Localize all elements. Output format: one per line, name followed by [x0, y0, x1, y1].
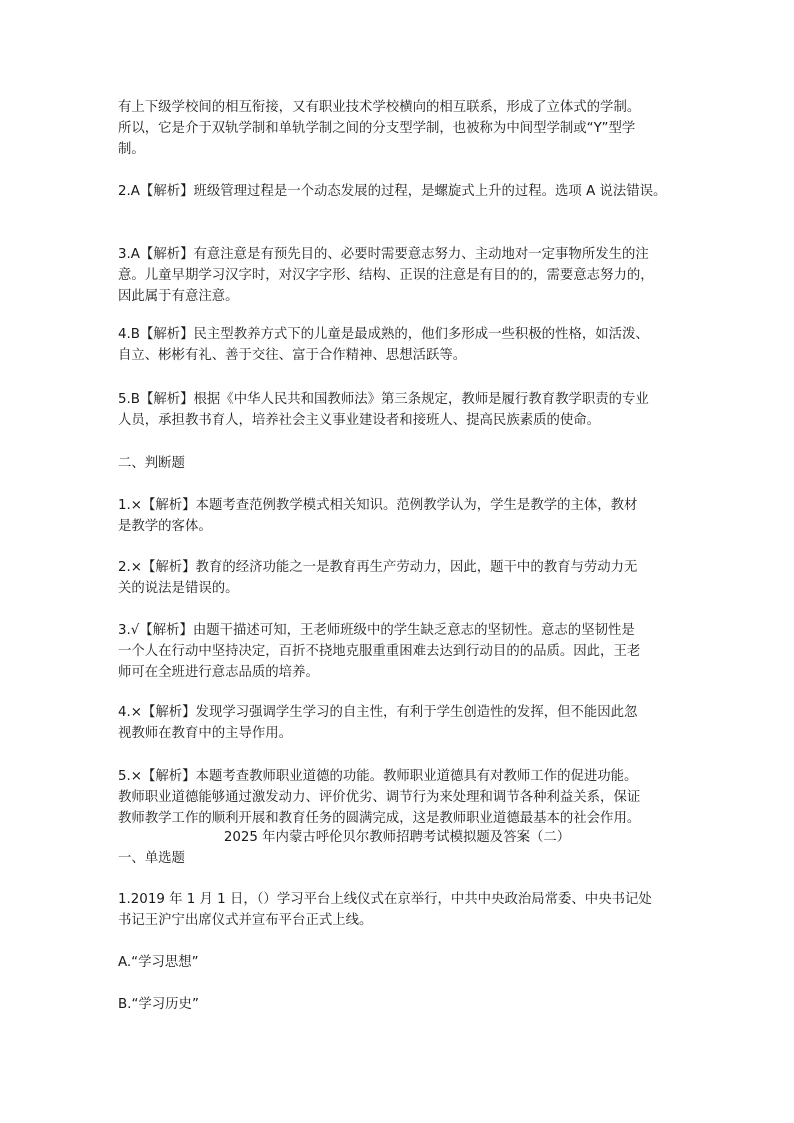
judge-answer-4-paragraph [118, 702, 688, 744]
text-line: 4.B【解析】民主型教养方式下的儿童是最成熟的，他们多形成一些积极的性格，如活泼、 [118, 327, 649, 342]
text-line: 5.×【解析】本题考查教师职业道德的功能。教师职业道德具有对教师工作的促进功能。 [118, 769, 638, 784]
text-line: 一个人在行动中坚持决定，百折不挠地克服重重困难去达到行动目的的品质。因此，王老 [118, 644, 641, 659]
text-line: 因此属于有意注意。 [118, 289, 239, 304]
text-line: 意。儿童早期学习汉字时，对汉字字形、结构、正误的注意是有目的的，需要意志努力的， [118, 268, 654, 283]
text-line: 2.A【解析】班级管理过程是一个动态发展的过程，是螺旋式上升的过程。选项 A 说法错误。 [118, 184, 667, 199]
judge-answer-1-paragraph [118, 495, 688, 537]
exam-title: 2025 年内蒙古呼伦贝尔教师招聘考试模拟题及答案（二） [223, 830, 571, 845]
text-line: 教师教学工作的顺利开展和教育任务的圆满完成，这是教师职业道德最基本的社会作用。 [118, 811, 641, 826]
text-line: 1.2019 年 1 月 1 日，（）学习平台上线仪式在京举行，中共中央政治局常委、中央书记处 [118, 892, 652, 907]
option-text: B.“学习历史” [118, 997, 199, 1012]
text-line: 教师职业道德能够通过激发动力、评价优劣、调节行为来处理和调节各种利益关系，保证 [118, 790, 641, 805]
text-line: 书记王沪宁出席仪式并宣布平台正式上线。 [118, 913, 373, 928]
answer-2-paragraph [118, 181, 688, 202]
section-heading: 二、判断题 [118, 456, 185, 471]
section-heading: 一、单选题 [118, 851, 185, 866]
question-1-paragraph [118, 889, 688, 931]
text-line: 是教学的客体。 [118, 519, 212, 534]
text-line: 自立、彬彬有礼、善于交往、富于合作精神、思想活跃等。 [118, 348, 467, 363]
text-line: 人员，承担教书育人，培养社会主义事业建设者和接班人、提高民族素质的使命。 [118, 413, 601, 428]
section-heading-single [118, 848, 688, 869]
section-heading-judge [118, 453, 688, 474]
text-line: 师可在全班进行意志品质的培养。 [118, 665, 319, 680]
text-line: 制。 [118, 142, 145, 157]
option-b [118, 994, 688, 1015]
text-line: 1.×【解析】本题考查范例教学模式相关知识。范例教学认为，学生是教学的主体，教材 [118, 498, 638, 513]
text-line: 4.×【解析】发现学习强调学生学习的自主性，有利于学生创造性的发挥，但不能因此忽 [118, 705, 638, 720]
judge-answer-5-paragraph [118, 766, 688, 829]
text-line: 2.×【解析】教育的经济功能之一是教育再生产劳动力，因此，题干中的教育与劳动力无 [118, 560, 638, 575]
option-a [118, 952, 688, 973]
judge-answer-3-paragraph [118, 620, 688, 683]
text-line: 关的说法是错误的。 [118, 581, 239, 596]
option-text: A.“学习思想” [118, 955, 199, 970]
text-line: 3.A【解析】有意注意是有预先目的、必要时需要意志努力、主动地对一定事物所发生的注 [118, 247, 649, 262]
intro-paragraph [118, 97, 688, 160]
answer-5-paragraph [118, 389, 688, 431]
text-line: 有上下级学校间的相互衔接，又有职业技术学校横向的相互联系，形成了立体式的学制。 [118, 100, 641, 115]
answer-3-paragraph [118, 244, 688, 307]
text-line: 3.√【解析】由题干描述可知，王老师班级中的学生缺乏意志的坚韧性。意志的坚韧性是 [118, 623, 635, 638]
text-line: 5.B【解析】根据《中华人民共和国教师法》第三条规定，教师是履行教育教学职责的专业 [118, 392, 649, 407]
text-line: 所以，它是介于双轨学制和单轨学制之间的分支型学制，也被称为中间型学制或“Y”型学 [118, 121, 636, 136]
answer-4-paragraph [118, 324, 688, 366]
text-line: 视教师在教育中的主导作用。 [118, 726, 293, 741]
judge-answer-2-paragraph [118, 557, 688, 599]
